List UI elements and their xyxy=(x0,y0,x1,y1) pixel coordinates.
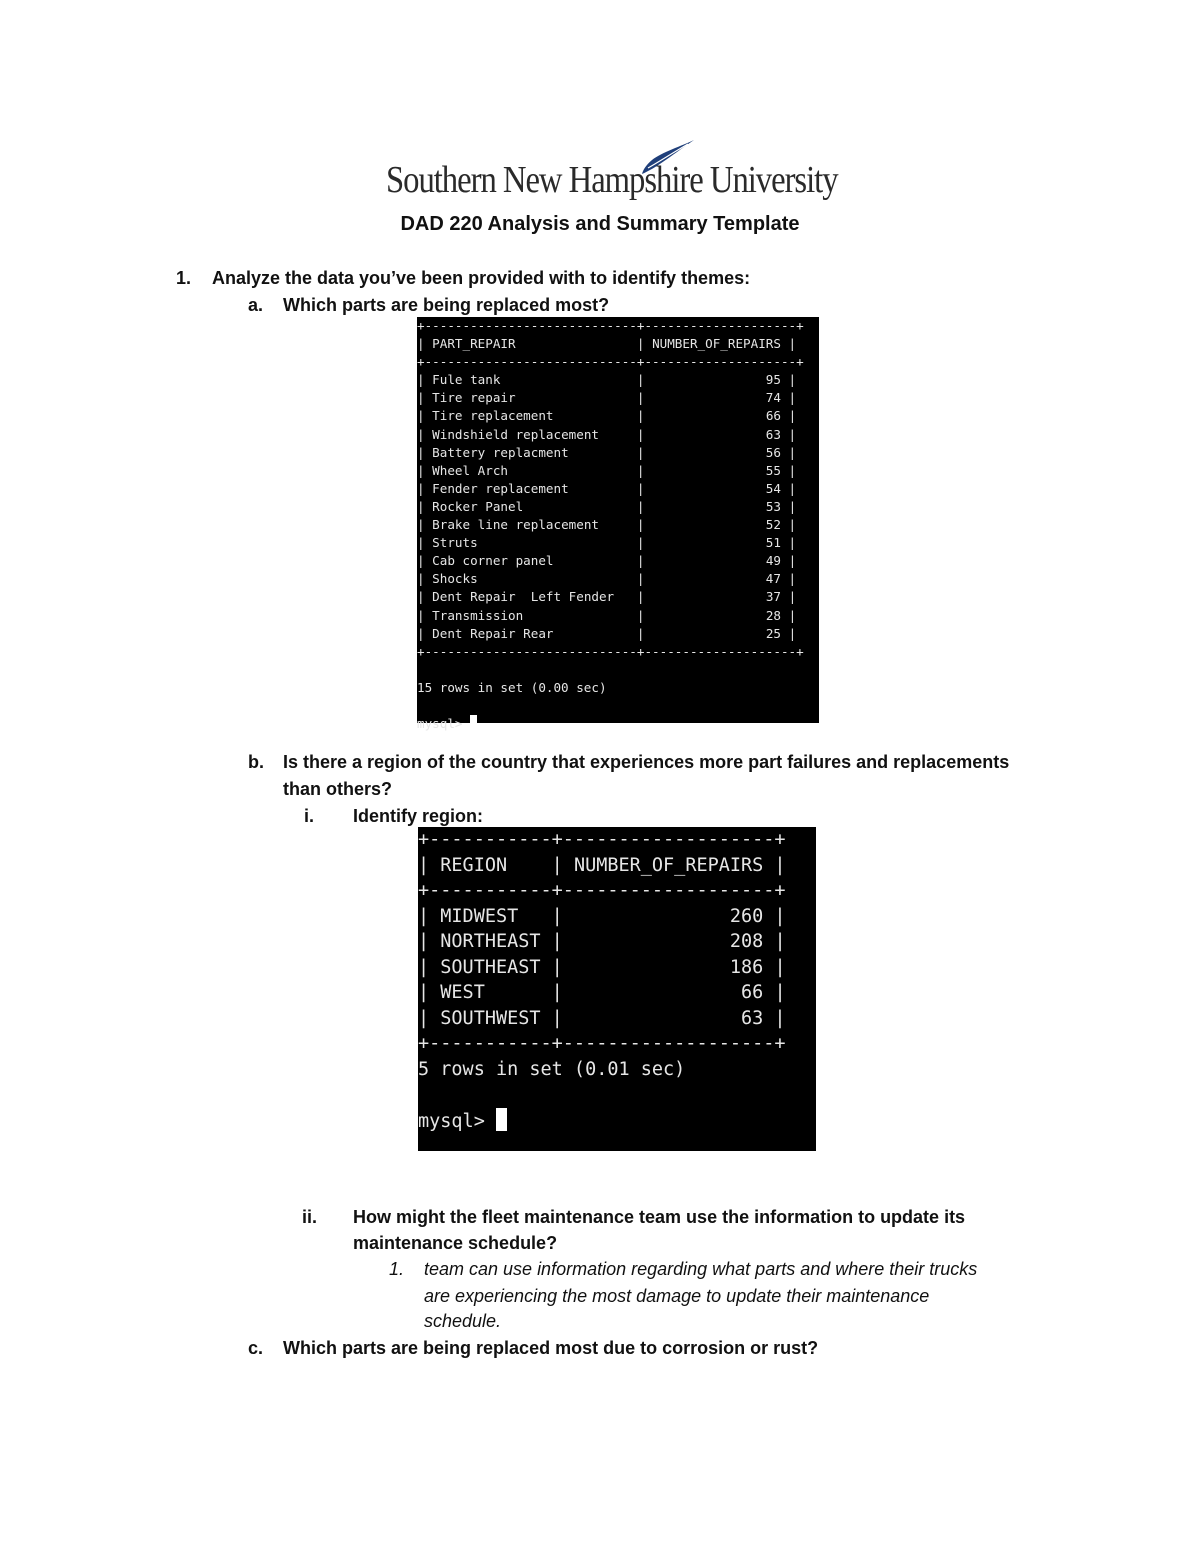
number-of-repairs-cell: 208 xyxy=(729,931,764,952)
table-border: +-----------+-------------------+ xyxy=(418,829,786,850)
question-b xyxy=(248,752,1010,773)
question-b-text-line1: Is there a region of the country that experiences more part failures and replacements xyxy=(283,752,1010,772)
table-row: | Wheel Arch | 55 | xyxy=(417,462,797,478)
table-row: | Struts | 51 | xyxy=(417,535,797,551)
number-of-repairs-cell: 63 xyxy=(741,1007,764,1029)
number-of-repairs-cell: 47 xyxy=(765,571,781,587)
table-row: | Battery replacment | 56 | xyxy=(417,444,797,460)
mysql-prompt-line[interactable] xyxy=(418,1108,816,1134)
table-row: | Transmission | 28 | xyxy=(417,607,797,623)
number-of-repairs-cell: 52 xyxy=(765,517,781,533)
answer-line1: team can use information regarding what parts and where their trucks xyxy=(424,1259,978,1279)
terminal-regions-output xyxy=(418,827,816,1151)
region-cell: NORTHEAST xyxy=(440,931,541,952)
region-cell: WEST xyxy=(440,982,485,1003)
empty-line xyxy=(418,1082,816,1108)
table-row: | Brake line replacement | 52 | xyxy=(417,517,797,533)
part-repair-cell: Tire replacement xyxy=(432,408,554,424)
university-logo xyxy=(386,138,838,210)
table-row: | Dent Repair Rear | 25 | xyxy=(417,625,797,641)
mysql-prompt-line[interactable] xyxy=(417,715,819,733)
table-row: | WEST | 66 | xyxy=(418,982,786,1003)
question-a xyxy=(248,295,610,316)
question-c xyxy=(248,1338,819,1359)
cursor xyxy=(470,715,477,730)
part-repair-cell: Fender replacement xyxy=(432,480,569,496)
table-row: | Tire repair | 74 | xyxy=(417,390,797,406)
number-of-repairs-cell: 49 xyxy=(765,553,781,569)
answer-line3: schedule. xyxy=(424,1311,502,1331)
number-of-repairs-cell: 56 xyxy=(765,444,781,460)
number-of-repairs-cell: 28 xyxy=(765,607,781,623)
column-header-number-of-repairs: NUMBER_OF_REPAIRS xyxy=(652,336,781,352)
query-summary: 5 rows in set (0.01 sec) xyxy=(418,1058,686,1080)
mysql-prompt: mysql> xyxy=(417,716,471,732)
question-b-text-line2: than others? xyxy=(283,779,393,799)
table-row: | Rocker Panel | 53 | xyxy=(417,498,797,514)
table-row: | Cab corner panel | 49 | xyxy=(417,553,797,569)
question-b-i xyxy=(304,806,483,827)
part-repair-cell: Windshield replacement xyxy=(432,426,599,442)
table-row: | NORTHEAST | 208 | xyxy=(418,931,786,952)
answer-item xyxy=(389,1259,978,1280)
part-repair-cell: Rocker Panel xyxy=(432,498,524,514)
table-row: | Fender replacement | 54 | xyxy=(417,480,797,496)
question-a-text: Which parts are being replaced most? xyxy=(283,295,610,315)
question-1-number: 1. xyxy=(176,268,192,288)
column-header-number-of-repairs: NUMBER_OF_REPAIRS xyxy=(573,854,764,876)
table-border: +-----------+-------------------+ xyxy=(418,880,786,901)
region-cell: MIDWEST xyxy=(440,905,519,927)
number-of-repairs-cell: 95 xyxy=(765,372,781,388)
table-border: +----------------------------+--------------------+ xyxy=(417,354,804,370)
part-repair-cell: Tire repair xyxy=(432,390,516,406)
parts-rows xyxy=(417,371,819,642)
number-of-repairs-cell: 63 xyxy=(765,426,781,442)
query-summary: 15 rows in set (0.00 sec) xyxy=(417,679,607,695)
part-repair-cell: Struts xyxy=(432,535,478,551)
number-of-repairs-cell: 66 xyxy=(765,408,781,424)
table-border: +----------------------------+--------------------+ xyxy=(417,318,804,333)
answer-line2: are experiencing the most damage to update their maintenance xyxy=(424,1286,930,1306)
part-repair-cell: Transmission xyxy=(432,607,524,623)
number-of-repairs-cell: 54 xyxy=(765,480,781,496)
column-header-part-repair: PART_REPAIR xyxy=(432,336,516,352)
number-of-repairs-cell: 74 xyxy=(765,390,781,406)
cursor xyxy=(496,1108,507,1131)
part-repair-cell: Dent Repair Rear xyxy=(432,625,554,641)
question-b-ii-text-line2: maintenance schedule? xyxy=(353,1233,558,1253)
table-row: | SOUTHWEST | 63 | xyxy=(418,1007,786,1029)
question-b-i-number: i. xyxy=(304,806,315,826)
table-row: | Windshield replacement | 63 | xyxy=(417,426,797,442)
part-repair-cell: Cab corner panel xyxy=(432,553,554,569)
page-title: DAD 220 Analysis and Summary Template xyxy=(400,213,800,235)
table-row: | Fule tank | 95 | xyxy=(417,372,797,388)
table-header-row: | REGION | NUMBER_OF_REPAIRS | xyxy=(418,854,786,876)
question-c-text: Which parts are being replaced most due to corrosion or rust? xyxy=(283,1338,819,1358)
table-row: | Tire replacement | 66 | xyxy=(417,408,797,424)
number-of-repairs-cell: 53 xyxy=(765,498,781,514)
part-repair-cell: Shocks xyxy=(432,571,478,587)
logo-text: Southern New Hampshire University xyxy=(386,159,838,201)
number-of-repairs-cell: 25 xyxy=(765,625,781,641)
question-b-letter: b. xyxy=(248,752,264,772)
empty-line xyxy=(417,697,819,715)
column-header-region: REGION xyxy=(440,854,508,876)
table-border: +-----------+-------------------+ xyxy=(418,1033,786,1054)
part-repair-cell: Wheel Arch xyxy=(432,462,508,478)
question-1-text: Analyze the data you’ve been provided with to identify themes: xyxy=(212,268,751,288)
table-border: +----------------------------+--------------------+ xyxy=(417,643,804,659)
question-b-ii xyxy=(302,1207,966,1228)
question-c-letter: c. xyxy=(248,1338,264,1358)
number-of-repairs-cell: 55 xyxy=(765,462,781,478)
question-1 xyxy=(176,268,751,289)
question-a-letter: a. xyxy=(248,295,264,315)
mysql-prompt: mysql> xyxy=(418,1110,496,1132)
table-row: | SOUTHEAST | 186 | xyxy=(418,956,786,978)
terminal-parts-output xyxy=(417,317,819,732)
question-b-i-text: Identify region: xyxy=(353,806,483,826)
number-of-repairs-cell: 66 xyxy=(741,982,764,1003)
region-cell: SOUTHEAST xyxy=(440,956,541,978)
number-of-repairs-cell: 186 xyxy=(729,956,764,978)
question-b-ii-text-line1: How might the fleet maintenance team use the information to update its xyxy=(353,1207,966,1227)
part-repair-cell: Brake line replacement xyxy=(432,517,599,533)
region-rows xyxy=(418,904,816,1032)
table-row: | MIDWEST | 260 | xyxy=(418,905,786,927)
table-row: | Dent Repair Left Fender | 37 | xyxy=(417,589,797,605)
empty-line xyxy=(417,661,819,679)
question-b-ii-number: ii. xyxy=(302,1207,318,1227)
table-row: | Shocks | 47 | xyxy=(417,571,797,587)
answer-number: 1. xyxy=(389,1259,405,1279)
part-repair-cell: Dent Repair Left Fender xyxy=(432,589,615,605)
table-header-row: | PART_REPAIR | NUMBER_OF_REPAIRS | xyxy=(417,336,797,352)
region-cell: SOUTHWEST xyxy=(440,1007,541,1029)
part-repair-cell: Fule tank xyxy=(432,372,501,388)
number-of-repairs-cell: 260 xyxy=(729,905,764,927)
number-of-repairs-cell: 37 xyxy=(765,589,781,605)
part-repair-cell: Battery replacment xyxy=(432,444,569,460)
number-of-repairs-cell: 51 xyxy=(765,535,781,551)
